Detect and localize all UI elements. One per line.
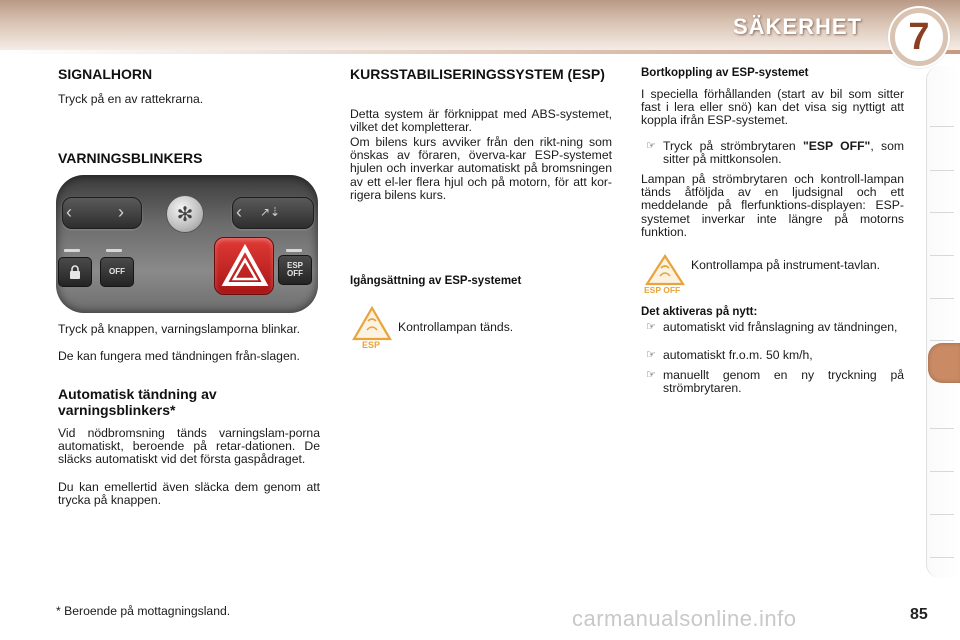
tab-divider (930, 514, 954, 515)
auto-tandning-title: Automatisk tändning av varningsblinkers* (58, 386, 217, 418)
varning-text-2: De kan fungera med tändningen från-slagen. (58, 349, 300, 363)
esp-off-bullet-pre: Tryck på strömbrytaren (663, 139, 796, 153)
pointing-hand-icon: ☞ (646, 349, 656, 361)
esp-off-icon-label: ESP OFF (644, 285, 681, 295)
chevron-left-icon: ‹ (66, 202, 72, 222)
tab-divider (930, 255, 954, 256)
led-bar (106, 249, 122, 252)
varning-text-1: Tryck på knappen, varningslamporna blinkar. (58, 322, 301, 336)
reactivate-item (646, 321, 904, 334)
tab-divider (930, 126, 954, 127)
reactivate-item (646, 369, 904, 395)
tab-divider (930, 170, 954, 171)
led-bar (64, 249, 80, 252)
esp-off-warning-light-icon (642, 254, 688, 298)
tab-divider (930, 298, 954, 299)
led-bar (286, 249, 302, 252)
esp-off-button (278, 255, 312, 285)
alarm-off-label: OFF (109, 267, 125, 276)
reactivate-title: Det aktiveras på nytt: (641, 306, 758, 318)
seat-airflow-icon: ↗⇣ (260, 205, 281, 219)
tab-divider (930, 471, 954, 472)
tab-divider (930, 557, 954, 558)
tab-divider (930, 340, 954, 341)
esp-off-text-2: Lampan på strömbrytaren och kontroll-lampan tänds åtföljda av en ljudsignal och ett meddelande på flerfunktions-displayen: ESP-systemet inverkar inte längre på motorns funktion. (641, 172, 904, 239)
varningsblinkers-title: VARNINGSBLINKERS (58, 150, 203, 166)
esp-off-icon-text: Kontrollampa på instrument-tavlan. (691, 258, 881, 272)
hazard-triangle-icon (215, 238, 275, 296)
esp-warning-light-icon (352, 306, 392, 354)
auto-tandning-text-2: Du kan emellertid även släcka dem genom att trycka på knappen. (58, 480, 320, 508)
door-lock-button (58, 257, 92, 287)
esp-off-text-1: I speciella förhållanden (start av bil som sitter fast i lera eller snö) kan det visa sig nyttigt att koppla ifrån ESP-systemet. (641, 87, 904, 128)
chevron-right-icon: › (118, 202, 124, 222)
pointing-hand-icon: ☞ (646, 321, 656, 333)
watermark: carmanualsonline.info (572, 606, 797, 631)
reactivate-item (646, 349, 904, 362)
fan-icon: ✻ (166, 195, 204, 233)
chapter-title: SÄKERHET (732, 14, 862, 39)
esp-start-text: Kontrollampan tänds. (398, 320, 514, 334)
reactivate-item-text: manuellt genom en ny tryckning på strömbrytaren. (663, 368, 904, 396)
reactivate-item-text: automatiskt vid frånslagning av tändningen, (663, 320, 898, 334)
hazard-switch-panel-image (56, 175, 318, 313)
esp-text-1: Detta system är förknippat med ABS-systemet, vilket det kompletterar. (350, 107, 612, 135)
header-stripe (0, 50, 960, 54)
esp-icon-label: ESP (362, 340, 381, 350)
tab-divider (930, 212, 954, 213)
panel-left-knob (62, 197, 142, 229)
auto-tandning-text-1: Vid nödbromsning tänds varningslam-porna automatiskt, beroende på retar-dationen. De släcks automatiskt vid det första gaspådraget. (58, 426, 320, 467)
chapter-number-badge: 7 (890, 8, 948, 66)
esp-off-bullet (646, 140, 904, 166)
chapter-tab-strip (926, 66, 960, 578)
esp-off-label: ESP OFF (286, 261, 303, 278)
footnote: * Beroende på mottagningsland. (56, 604, 231, 618)
chapter-tab-active[interactable] (928, 343, 960, 383)
chevron-left-icon: ‹ (236, 202, 242, 222)
esp-start-title: Igångsättning av ESP-systemet (350, 275, 522, 287)
tab-divider (930, 428, 954, 429)
esp-off-bullet-post: , som sitter på mittkonsolen. (663, 139, 905, 167)
signalhorn-title: SIGNALHORN (58, 66, 153, 82)
signalhorn-text: Tryck på en av rattekrarna. (58, 92, 204, 106)
esp-title: KURSSTABILISERINGSSYSTEM (ESP) (350, 66, 605, 82)
esp-off-title: Bortkoppling av ESP-systemet (641, 67, 809, 79)
alarm-off-button (100, 257, 134, 287)
page-number: 85 (910, 606, 928, 623)
esp-text-2: Om bilens kurs avviker från den rikt-ning som önskas av föraren, överva-kar ESP-systemet hjulen och inverkar automatiskt på bromsningen av ett el-ler flera hjul och på motorn, för att kor-rigera bilens kurs. (350, 135, 612, 202)
pointing-hand-icon: ☞ (646, 140, 656, 152)
esp-off-bullet-bold: "ESP OFF" (802, 139, 871, 153)
pointing-hand-icon: ☞ (646, 369, 656, 381)
lock-icon (69, 265, 81, 279)
hazard-button (214, 237, 274, 295)
reactivate-item-text: automatiskt fr.o.m. 50 km/h, (663, 348, 813, 362)
